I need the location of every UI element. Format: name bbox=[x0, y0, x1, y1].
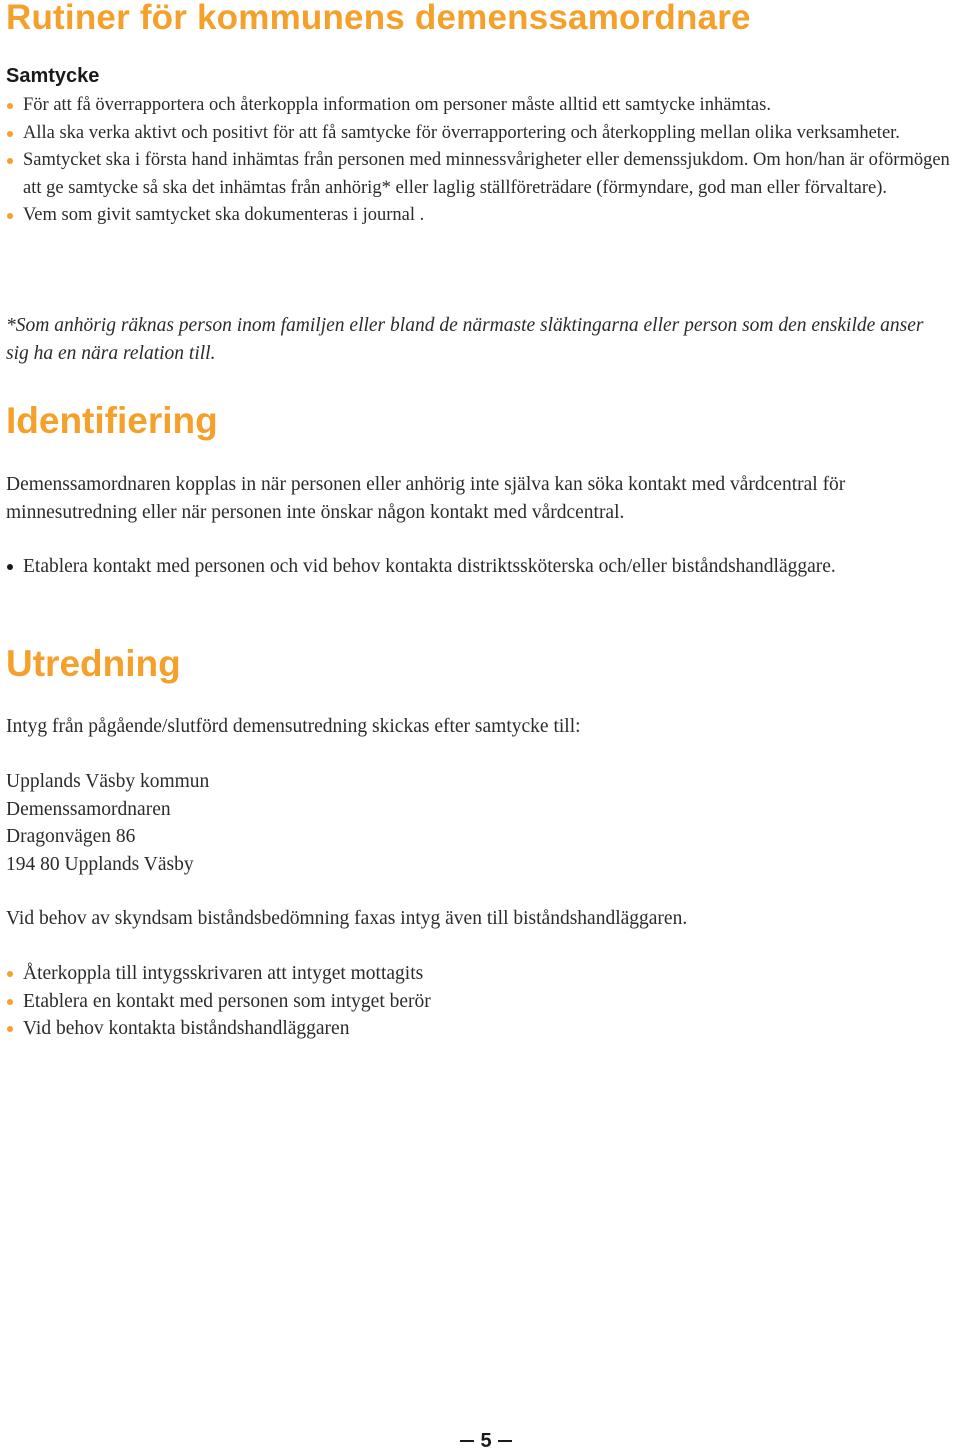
footnote: *Som anhörig räknas person inom familjen eller bland de närmaste släktingarna eller person som den enskilde anser sig ha en nära relation till. bbox=[6, 315, 924, 364]
list-item bbox=[6, 147, 956, 202]
list-item bbox=[6, 960, 956, 988]
identifiering-heading: Identifiering bbox=[6, 400, 218, 441]
bullet-icon bbox=[7, 131, 13, 137]
bullet-text: Vem som givit samtycket ska dokumenteras i journal . bbox=[23, 205, 425, 225]
samtycke-heading: Samtycke bbox=[6, 65, 100, 87]
utredning-bullet-list bbox=[6, 960, 956, 1043]
bullet-icon bbox=[7, 971, 13, 977]
address-line: 194 80 Upplands Väsby bbox=[6, 853, 194, 875]
bullet-icon bbox=[7, 158, 13, 164]
bullet-icon bbox=[7, 564, 13, 570]
identifiering-bullet-list bbox=[6, 553, 956, 581]
utredning-intro: Intyg från pågående/slutförd demensutredning skickas efter samtycke till: bbox=[6, 716, 581, 737]
bullet-text: Samtycket ska i första hand inhämtas från personen med minnessvårigheter eller demenssjukdom. Om hon/han är oförmögen att ge samtycke så ska det inhämtas från anhörig* eller laglig ställföreträdare (förmyndare, god man eller förvaltare). bbox=[23, 150, 950, 198]
samtycke-bullet-list bbox=[6, 92, 956, 230]
page-number bbox=[460, 1428, 512, 1454]
list-item bbox=[6, 92, 956, 120]
address-line: Upplands Väsby kommun bbox=[6, 771, 210, 792]
list-item bbox=[6, 202, 956, 230]
list-item bbox=[6, 553, 956, 581]
utredning-heading: Utredning bbox=[6, 643, 181, 684]
bullet-text: Etablera kontakt med personen och vid behov kontakta distriktssköterska och/eller biståndshandläggare. bbox=[23, 556, 836, 577]
page-number-text: 5 bbox=[480, 1429, 492, 1452]
bullet-icon bbox=[7, 1026, 13, 1032]
fax-note: Vid behov av skyndsam biståndsbedömning faxas intyg även till biståndshandläggaren. bbox=[6, 908, 688, 929]
address-block bbox=[6, 768, 209, 878]
bullet-icon bbox=[7, 999, 13, 1005]
bullet-icon bbox=[7, 213, 13, 219]
list-item bbox=[6, 988, 956, 1016]
page-title: Rutiner för kommunens demenssamordnare bbox=[6, 0, 751, 37]
bullet-icon bbox=[7, 103, 13, 109]
list-item bbox=[6, 1015, 956, 1043]
bullet-text: Återkoppla till intygsskrivaren att intyget mottagits bbox=[23, 963, 424, 984]
page-number-rule bbox=[498, 1440, 512, 1442]
bullet-text: Vid behov kontakta biståndshandläggaren bbox=[23, 1018, 350, 1039]
bullet-text: Alla ska verka aktivt och positivt för att få samtycke för överrapportering och återkoppling mellan olika verksamheter. bbox=[23, 122, 900, 143]
page-number-rule bbox=[460, 1440, 474, 1442]
bullet-text: För att få överrapportera och återkoppla information om personer måste alltid ett samtycke inhämtas. bbox=[23, 95, 771, 115]
address-line: Demenssamordnaren bbox=[6, 798, 171, 820]
bullet-text: Etablera en kontakt med personen som intyget berör bbox=[23, 990, 431, 1012]
list-item bbox=[6, 120, 956, 148]
identifiering-paragraph: Demenssamordnaren kopplas in när personen eller anhörig inte själva kan söka kontakt med vårdcentral för minnesutredning eller när personen inte önskar någon kontakt med vårdcentral. bbox=[6, 474, 846, 523]
address-line: Dragonvägen 86 bbox=[6, 826, 136, 847]
